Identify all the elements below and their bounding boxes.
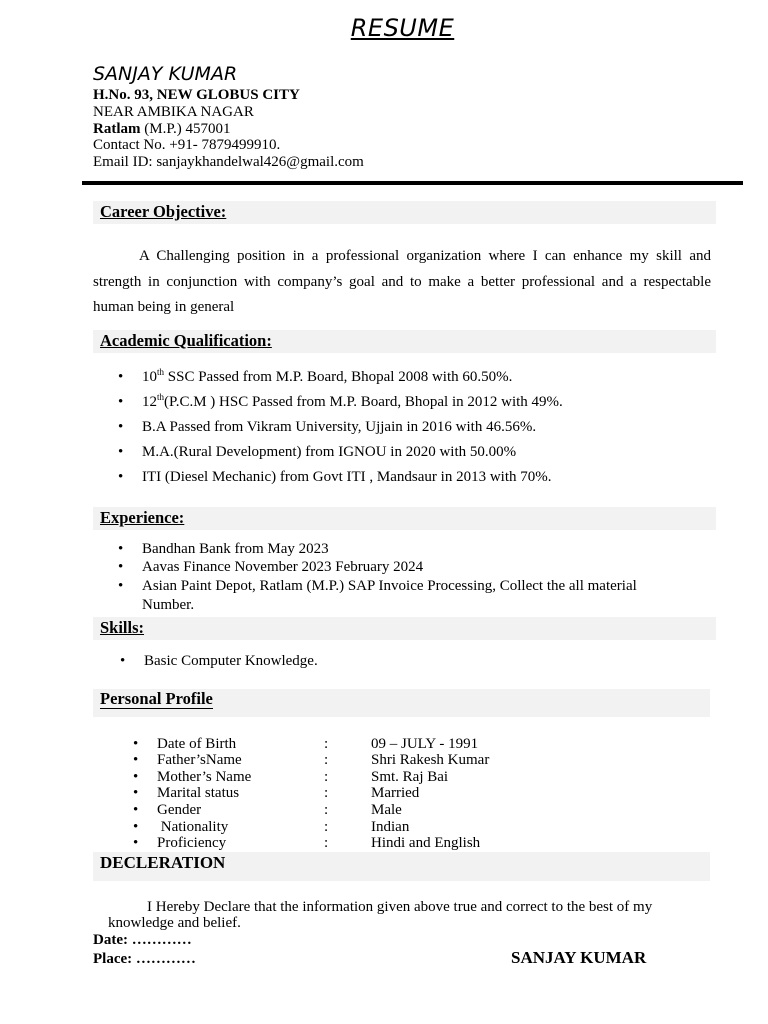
profile-row: [133, 769, 252, 786]
section-academic-qualification: [93, 330, 716, 353]
list-item: • Basic Computer Knowledge.: [120, 653, 318, 669]
profile-label: Mother’s Name: [157, 769, 252, 785]
section-heading: DECLERATION: [100, 853, 226, 872]
profile-separator: :: [324, 819, 329, 835]
profile-label: Gender: [157, 802, 202, 818]
bullet-icon: •: [133, 802, 139, 818]
profile-label: Marital status: [157, 785, 240, 801]
section-heading: Career Objective:: [100, 202, 227, 221]
profile-value: 09 – JULY - 1991: [371, 736, 479, 752]
address-state-pin: (M.P.) 457001: [140, 121, 231, 137]
profile-separator: :: [324, 785, 329, 801]
list-item: • B.A Passed from Vikram University, Ujjain in 2016 with 46.56%.: [118, 419, 537, 435]
declaration-text-line-1: I Hereby Declare that the information given above true and correct to the best of my: [147, 899, 653, 915]
profile-separator: :: [324, 736, 329, 752]
profile-label: Proficiency: [157, 835, 227, 851]
profile-value: Indian: [371, 819, 410, 835]
list-item: • 12th(P.C.M ) HSC Passed from M.P. Board, Bhopal in 2012 with 49%.: [118, 392, 563, 410]
resume-title: RESUME: [350, 14, 455, 42]
section-heading: Academic Qualification:: [100, 331, 272, 350]
section-skills: [93, 617, 716, 640]
list-item: • Asian Paint Depot, Ratlam (M.P.) SAP Invoice Processing, Collect the all material: [118, 578, 637, 594]
profile-value: Shri Rakesh Kumar: [371, 752, 490, 768]
profile-separator: :: [324, 835, 329, 851]
header-divider: [82, 181, 743, 185]
career-objective-text: A Challenging position in a professional organization where I can enhance my skill and strength in conjunction with company’s goal and to make a better professional and a respectable human being in general: [93, 248, 711, 315]
profile-value: Male: [371, 802, 402, 818]
contact-number: Contact No. +91- 7879499910.: [93, 137, 281, 153]
bullet-icon: •: [133, 835, 139, 851]
bullet-icon: •: [133, 785, 139, 801]
bullet-icon: •: [118, 444, 124, 460]
bullet-icon: •: [133, 752, 139, 768]
bullet-icon: •: [118, 394, 124, 410]
list-item: • 10th SSC Passed from M.P. Board, Bhopal 2008 with 60.50%.: [118, 367, 513, 385]
profile-value: Married: [371, 785, 420, 801]
list-item: • M.A.(Rural Development) from IGNOU in 2020 with 50.00%: [118, 444, 517, 460]
address-line-1: H.No. 93, NEW GLOBUS CITY: [93, 87, 300, 103]
profile-value: Smt. Raj Bai: [371, 769, 449, 785]
declaration-text-line-2: knowledge and belief.: [108, 915, 241, 931]
address-line-2: NEAR AMBIKA NAGAR: [93, 104, 254, 120]
bullet-icon: •: [133, 769, 139, 785]
list-item: • ITI (Diesel Mechanic) from Govt ITI , Mandsaur in 2013 with 70%.: [118, 469, 552, 485]
section-experience: [93, 507, 716, 530]
bullet-icon: •: [118, 419, 124, 435]
signature-name: SANJAY KUMAR: [511, 948, 647, 967]
profile-row: [133, 736, 237, 753]
bullet-icon: •: [118, 578, 124, 594]
profile-separator: :: [324, 752, 329, 768]
section-personal-profile: [93, 689, 710, 717]
profile-row: [133, 752, 242, 769]
date-field: Date: …………: [93, 932, 192, 948]
section-heading: Experience:: [100, 508, 185, 527]
address-city: Ratlam: [93, 121, 141, 137]
section-heading: Skills:: [100, 618, 145, 637]
profile-row: [133, 785, 240, 802]
profile-row: [133, 819, 229, 836]
list-item-continuation: Number.: [142, 597, 195, 613]
section-career-objective: [93, 201, 716, 224]
profile-label: Date of Birth: [157, 736, 237, 752]
email-id: Email ID: sanjaykhandelwal426@gmail.com: [93, 154, 364, 170]
bullet-icon: •: [133, 736, 139, 752]
section-heading: Personal Profile: [100, 689, 213, 708]
bullet-icon: •: [133, 819, 139, 835]
bullet-icon: •: [120, 653, 126, 669]
list-item: • Bandhan Bank from May 2023: [118, 541, 329, 557]
address-city-line: [93, 121, 231, 138]
bullet-icon: •: [118, 541, 124, 557]
bullet-icon: •: [118, 559, 124, 575]
list-item: • Aavas Finance November 2023 February 2024: [118, 559, 424, 575]
profile-label: Father’sName: [157, 752, 242, 768]
bullet-icon: •: [118, 469, 124, 485]
profile-separator: :: [324, 769, 329, 785]
profile-value: Hindi and English: [371, 835, 481, 851]
profile-row: [133, 835, 227, 852]
profile-row: [133, 802, 202, 819]
profile-label: Nationality: [157, 819, 229, 835]
candidate-name: SANJAY KUMAR: [93, 63, 238, 85]
profile-separator: :: [324, 802, 329, 818]
bullet-icon: •: [118, 369, 124, 385]
section-declaration: [93, 852, 710, 881]
place-field: Place: …………: [93, 951, 196, 967]
